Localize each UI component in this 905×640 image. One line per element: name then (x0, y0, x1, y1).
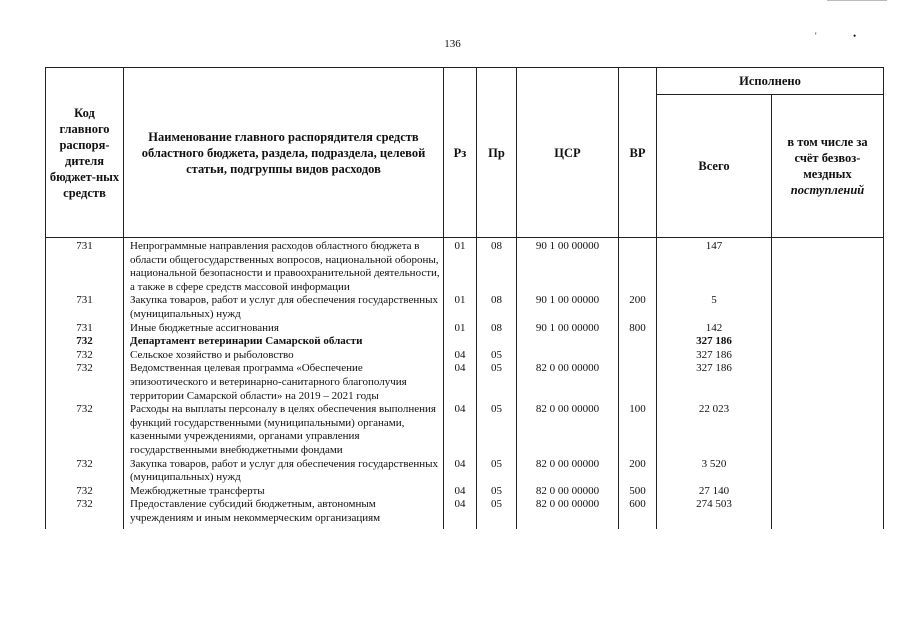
cell-name: Закупка товаров, работ и услуг для обеспечения государственных (муниципальных) нужд (124, 294, 444, 321)
table-row (46, 335, 884, 349)
header-incl (772, 95, 884, 238)
cell-pr: 08 (477, 294, 517, 321)
scan-mark: ' (815, 31, 817, 41)
cell-vr: 100 (619, 403, 657, 457)
cell-pr: 05 (477, 458, 517, 485)
cell-name: Сельское хозяйство и рыболовство (124, 349, 444, 363)
cell-name: Департамент ветеринарии Самарской области (124, 335, 444, 349)
cell-rz: 04 (444, 485, 477, 499)
cell-incl (772, 458, 884, 485)
cell-code: 732 (46, 403, 124, 457)
cell-incl (772, 403, 884, 457)
header-vr: ВР (619, 68, 657, 238)
cell-incl (772, 362, 884, 403)
cell-code: 732 (46, 458, 124, 485)
cell-code: 732 (46, 485, 124, 499)
header-total: Всего (657, 95, 772, 238)
cell-rz: 04 (444, 349, 477, 363)
cell-vr (619, 238, 657, 295)
cell-pr (477, 335, 517, 349)
cell-code: 732 (46, 362, 124, 403)
cell-total: 147 (657, 238, 772, 295)
cell-total: 327 186 (657, 349, 772, 363)
header-code: Код главного распоря-дителя бюджет-ных средств (46, 68, 124, 238)
table-row (46, 322, 884, 336)
cell-name: Ведомственная целевая программа «Обеспечение эпизоотического и ветеринарно-санитарного благополучия территории Самарской области» на 2019 – 2021 годы (124, 362, 444, 403)
cell-incl (772, 322, 884, 336)
cell-pr: 05 (477, 485, 517, 499)
cell-vr: 800 (619, 322, 657, 336)
cell-vr: 600 (619, 498, 657, 529)
cell-total: 27 140 (657, 485, 772, 499)
scan-edge-line (827, 0, 887, 1)
cell-incl (772, 498, 884, 529)
cell-csr: 90 1 00 00000 (517, 322, 619, 336)
cell-vr: 200 (619, 294, 657, 321)
scan-mark: • (853, 31, 857, 41)
cell-vr (619, 362, 657, 403)
cell-total: 274 503 (657, 498, 772, 529)
cell-incl (772, 485, 884, 499)
cell-csr: 82 0 00 00000 (517, 362, 619, 403)
cell-incl (772, 294, 884, 321)
cell-total: 327 186 (657, 335, 772, 349)
table-row (46, 498, 884, 529)
table-row (46, 362, 884, 403)
page-number: 136 (444, 38, 461, 50)
table-row (46, 294, 884, 321)
cell-code: 732 (46, 349, 124, 363)
cell-total: 22 023 (657, 403, 772, 457)
cell-name: Расходы на выплаты персоналу в целях обеспечения выполнения функций государственными (муниципальными) органами, казенными учреждениями, органами управления государственными внебюджетными фондами (124, 403, 444, 457)
cell-code: 732 (46, 498, 124, 529)
cell-csr: 90 1 00 00000 (517, 294, 619, 321)
cell-code: 731 (46, 322, 124, 336)
cell-csr (517, 349, 619, 363)
cell-rz: 04 (444, 498, 477, 529)
header-incl-prefix: в том числе за счёт безвоз-мездных (787, 135, 868, 181)
header-pr: Пр (477, 68, 517, 238)
cell-name: Закупка товаров, работ и услуг для обеспечения государственных (муниципальных) нужд (124, 458, 444, 485)
table-row (46, 349, 884, 363)
cell-rz: 04 (444, 458, 477, 485)
cell-incl (772, 335, 884, 349)
cell-pr: 05 (477, 349, 517, 363)
cell-vr (619, 335, 657, 349)
cell-pr: 05 (477, 498, 517, 529)
header-incl-italic: поступлений (790, 183, 865, 197)
cell-rz (444, 335, 477, 349)
cell-name: Иные бюджетные ассигнования (124, 322, 444, 336)
cell-code: 732 (46, 335, 124, 349)
cell-total: 3 520 (657, 458, 772, 485)
cell-code: 731 (46, 294, 124, 321)
cell-total: 5 (657, 294, 772, 321)
cell-csr: 82 0 00 00000 (517, 485, 619, 499)
cell-code: 731 (46, 238, 124, 295)
header-csr: ЦСР (517, 68, 619, 238)
budget-table (45, 67, 884, 529)
cell-rz: 01 (444, 238, 477, 295)
cell-rz: 01 (444, 322, 477, 336)
header-executed: Исполнено (657, 68, 884, 95)
cell-name: Предоставление субсидий бюджетным, автономным учреждениям и иным некоммерческим организациям (124, 498, 444, 529)
cell-incl (772, 238, 884, 295)
cell-vr: 200 (619, 458, 657, 485)
table-row (46, 485, 884, 499)
table-row (46, 458, 884, 485)
cell-total: 327 186 (657, 362, 772, 403)
cell-pr: 08 (477, 238, 517, 295)
header-name: Наименование главного распорядителя средств областного бюджета, раздела, подраздела, целевой статьи, подгруппы видов расходов (124, 68, 444, 238)
cell-pr: 05 (477, 362, 517, 403)
table-row (46, 238, 884, 295)
cell-csr: 82 0 00 00000 (517, 498, 619, 529)
cell-csr: 82 0 00 00000 (517, 458, 619, 485)
cell-name: Непрограммные направления расходов областного бюджета в области общегосударственных вопросов, национальной обороны, национальной безопасности и правоохранительной деятельности, а также в сфере средств массовой информации (124, 238, 444, 295)
cell-vr: 500 (619, 485, 657, 499)
cell-csr: 90 1 00 00000 (517, 238, 619, 295)
table-row (46, 403, 884, 457)
table-body (46, 238, 884, 530)
cell-csr: 82 0 00 00000 (517, 403, 619, 457)
cell-rz: 01 (444, 294, 477, 321)
cell-pr: 08 (477, 322, 517, 336)
cell-rz: 04 (444, 403, 477, 457)
cell-name: Межбюджетные трансферты (124, 485, 444, 499)
cell-rz: 04 (444, 362, 477, 403)
cell-vr (619, 349, 657, 363)
cell-csr (517, 335, 619, 349)
cell-total: 142 (657, 322, 772, 336)
cell-incl (772, 349, 884, 363)
cell-pr: 05 (477, 403, 517, 457)
header-rz: Рз (444, 68, 477, 238)
